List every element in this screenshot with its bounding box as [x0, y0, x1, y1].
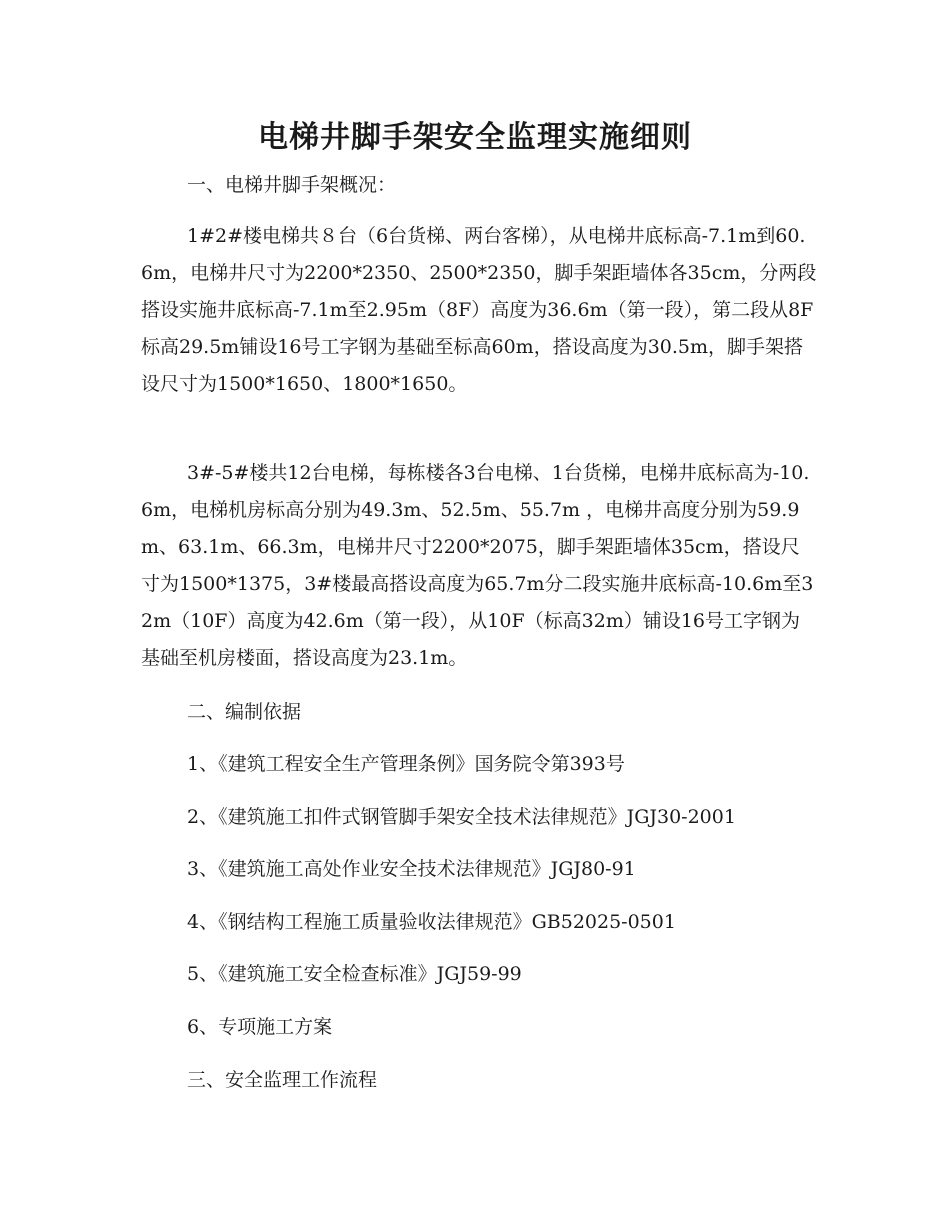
- document-title: 电梯井脚手架安全监理实施细则: [258, 120, 692, 155]
- reference-item: 4、《钢结构工程施工质量验收法律规范》GB52025-0501: [187, 911, 676, 933]
- reference-item: 3、《建筑施工高处作业安全技术法律规范》JGJ80-91: [187, 858, 636, 880]
- paragraph-elevator-1-2: 1#2#楼电梯共８台（6台货梯、两台客梯），从电梯井底标高-7.1m到60.6m，电梯井尺寸为2200*2350、2500*2350，脚手架距墙体各35cm，分两段搭设实施井底标高-7.1m至2.95m（8F）高度为36.6m（第一段），第二段从8F标高29.5m铺设16号工字钢为基础至标高60m，搭设高度为30.5m，脚手架搭设尺寸为1500*1650、1800*1650。: [141, 225, 817, 395]
- paragraph-elevator-3-5: 3#-5#楼共12台电梯，每栋楼各3台电梯、1台货梯，电梯井底标高为-10.6m，电梯机房标高分别为49.3m、52.5m、55.7m ，电梯井高度分别为59.9m、63.1m、66.3m，电梯井尺寸2200*2075，脚手架距墙体35cm，搭设尺寸为1500*1375，3#楼最高搭设高度为65.7m分二段实施井底标高-10.6m至32m（10F）高度为42.6m（第一段），从10F（标高32m）铺设16号工字钢为基础至机房楼面，搭设高度为23.1m。: [141, 462, 814, 669]
- reference-item: 2、《建筑施工扣件式钢管脚手架安全技术法律规范》JGJ30-2001: [187, 806, 736, 828]
- reference-item: 1、《建筑工程安全生产管理条例》国务院令第393号: [187, 753, 625, 775]
- section-heading-basis: 二、编制依据: [187, 701, 302, 723]
- section-heading-overview: 一、电梯井脚手架概况：: [187, 174, 397, 196]
- reference-item: 5、《建筑施工安全检查标准》JGJ59-99: [187, 963, 522, 985]
- reference-item: 6、专项施工方案: [187, 1016, 333, 1038]
- section-heading-workflow: 三、安全监理工作流程: [187, 1069, 378, 1091]
